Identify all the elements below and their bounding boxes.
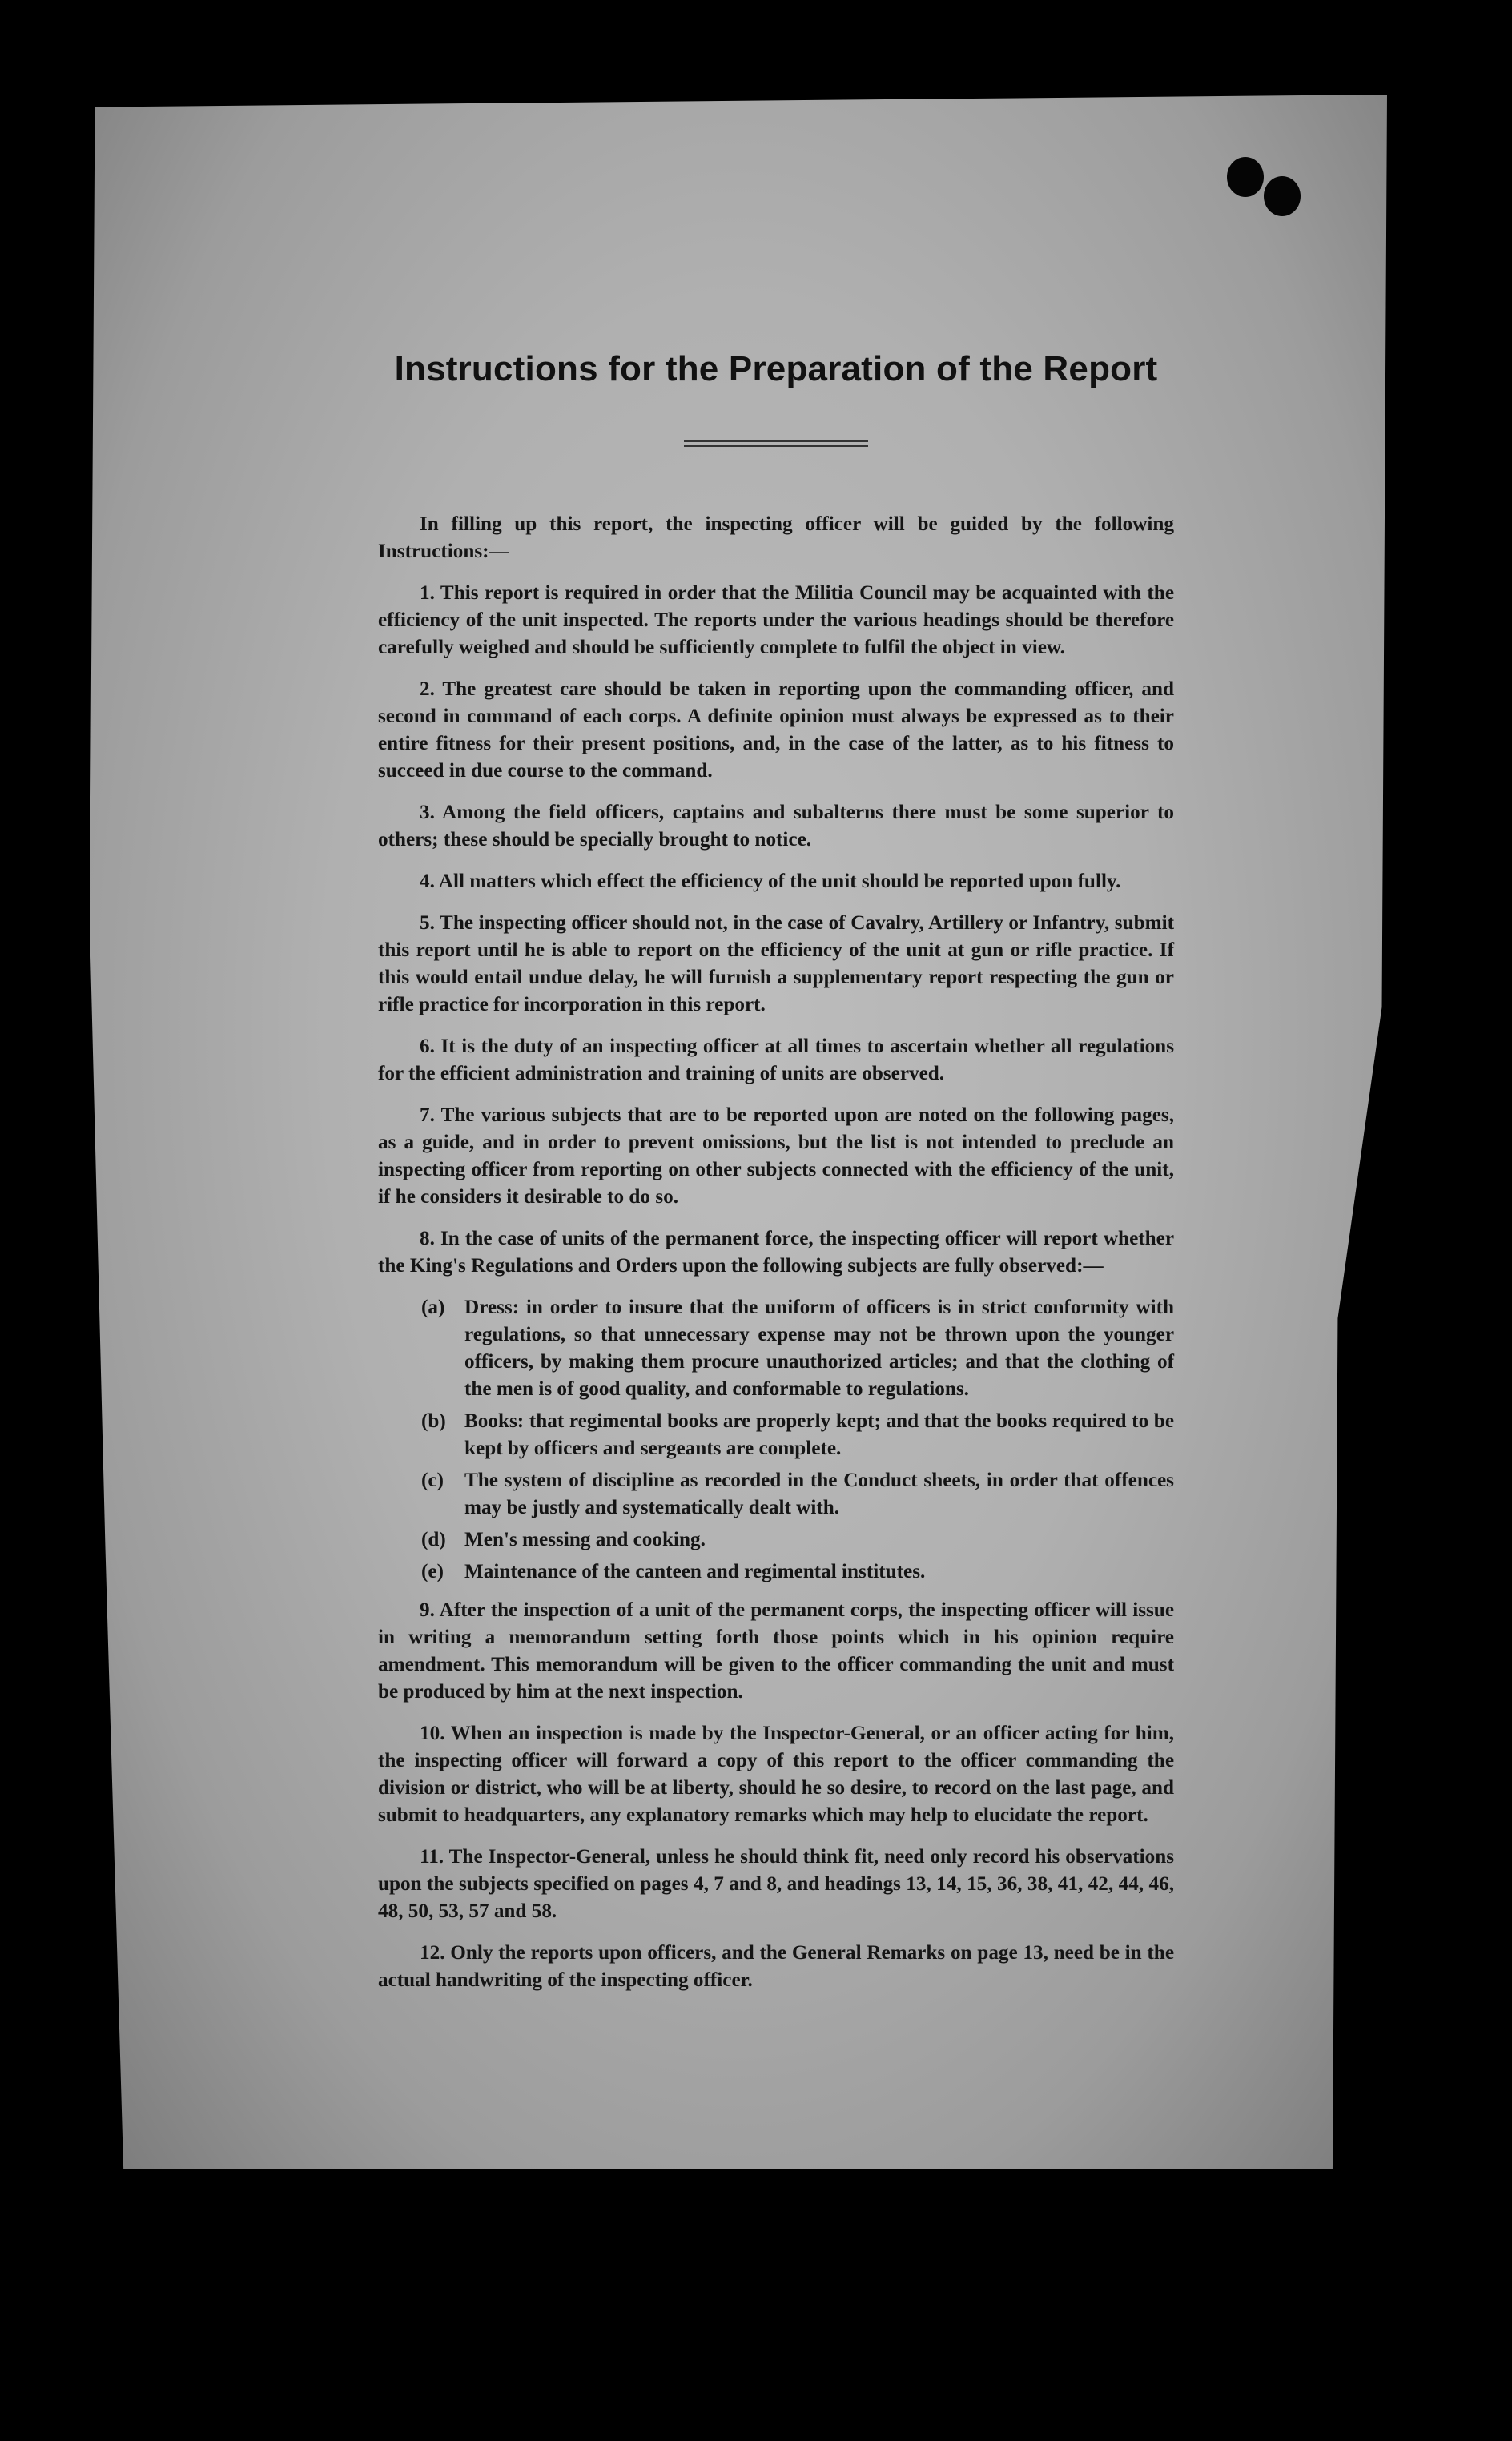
list-item-text: The system of discipline as recorded in the Conduct sheets, in order that offences may be justly and systematically dealt with. bbox=[464, 1470, 1174, 1518]
instruction-paragraph-8: 8. In the case of units of the permanent force, the inspecting officer will report whether the King's Regulations and Orders upon the following subjects are fully observed:— bbox=[378, 1228, 1174, 1277]
list-item bbox=[378, 1526, 1174, 1554]
instruction-paragraph-7: 7. The various subjects that are to be reported upon are noted on the following pages, as a guide, and in order to prevent omissions, but the list is not intended to preclude an inspecting officer from reporting on other subjects connected with the efficiency of the unit, if he considers it desirable to do so. bbox=[378, 1104, 1174, 1208]
list-item-label: (e) bbox=[421, 1561, 444, 1582]
instruction-paragraph-6: 6. It is the duty of an inspecting officer at all times to ascertain whether all regulations for the efficient administration and training of units are observed. bbox=[378, 1036, 1174, 1084]
list-item bbox=[378, 1294, 1174, 1403]
list-item-label: (c) bbox=[421, 1470, 444, 1491]
instruction-paragraph-3: 3. Among the field officers, captains and subalterns there must be some superior to others; these should be specially brought to notice. bbox=[378, 802, 1174, 851]
document-title: Instructions for the Preparation of the Report bbox=[394, 349, 1158, 388]
list-item-text: Books: that regimental books are properly kept; and that the books required to be kept by officers and sergeants are complete. bbox=[464, 1410, 1174, 1459]
instruction-paragraph-4: 4. All matters which effect the efficiency of the unit should be reported upon fully. bbox=[420, 871, 1121, 892]
list-item-text: Dress: in order to insure that the uniform of officers is in strict conformity with regulations, so that unnecessary expense may not be thrown upon the younger officers, by making them procure unauthorized articles; and that the clothing of the men is of good quality, and conformable to regulations. bbox=[464, 1297, 1174, 1400]
list-item bbox=[378, 1408, 1174, 1462]
instructions-document bbox=[378, 349, 1174, 2009]
instruction-paragraph-2: 2. The greatest care should be taken in reporting upon the commanding officer, and second in command of each corps. A definite opinion must always be expressed as to their entire fitness for their present positions, and, in the case of the latter, as to his fitness to succeed in due course to the command. bbox=[378, 678, 1174, 782]
list-item-text: Maintenance of the canteen and regimental institutes. bbox=[464, 1561, 926, 1582]
list-item bbox=[378, 1467, 1174, 1522]
punch-hole bbox=[1264, 176, 1301, 216]
instruction-paragraph-11: 11. The Inspector-General, unless he should think fit, need only record his observations upon the subjects specified on pages 4, 7 and 8, and headings 13, 14, 15, 36, 38, 41, 42, 44, 46, 48, 50, 53, 57 and 58. bbox=[378, 1846, 1174, 1922]
list-item-label: (a) bbox=[421, 1297, 445, 1318]
instruction-paragraph-10: 10. When an inspection is made by the Inspector-General, or an officer acting for him, the inspecting officer will forward a copy of this report to the officer commanding the division or district, who will be at liberty, should he so desire, to record on the last page, and submit to headquarters, any explanatory remarks which may help to elucidate the report. bbox=[378, 1723, 1174, 1826]
list-item-text: Men's messing and cooking. bbox=[464, 1529, 706, 1550]
punch-hole bbox=[1227, 157, 1264, 197]
instruction-paragraph-1: 1. This report is required in order that the Militia Council may be acquainted with the efficiency of the unit inspected. The reports under the various headings should be therefore carefully weighed and should be sufficiently complete to fulfil the object in view. bbox=[378, 582, 1174, 658]
permanent-force-subjects bbox=[378, 1294, 1174, 1586]
instruction-paragraph-9: 9. After the inspection of a unit of the permanent corps, the inspecting officer will issue in writing a memorandum setting forth those points which in his opinion require amendment. This memorandum will be given to the officer commanding the unit and must be produced by him at the next inspection. bbox=[378, 1599, 1174, 1703]
list-item bbox=[378, 1558, 1174, 1586]
instruction-paragraph-5: 5. The inspecting officer should not, in the case of Cavalry, Artillery or Infantry, submit this report until he is able to report on the efficiency of the unit at gun or rifle practice. If this would entail undue delay, he will furnish a supplementary report respecting the gun or rifle practice for incorporation in this report. bbox=[378, 912, 1174, 1015]
title-divider bbox=[684, 440, 868, 447]
list-item-label: (b) bbox=[421, 1410, 446, 1432]
instruction-paragraph-12: 12. Only the reports upon officers, and the General Remarks on page 13, need be in the actual handwriting of the inspecting officer. bbox=[378, 1942, 1174, 1991]
intro-paragraph: In filling up this report, the inspecting officer will be guided by the following Instructions:— bbox=[378, 513, 1174, 562]
list-item-label: (d) bbox=[421, 1529, 446, 1550]
